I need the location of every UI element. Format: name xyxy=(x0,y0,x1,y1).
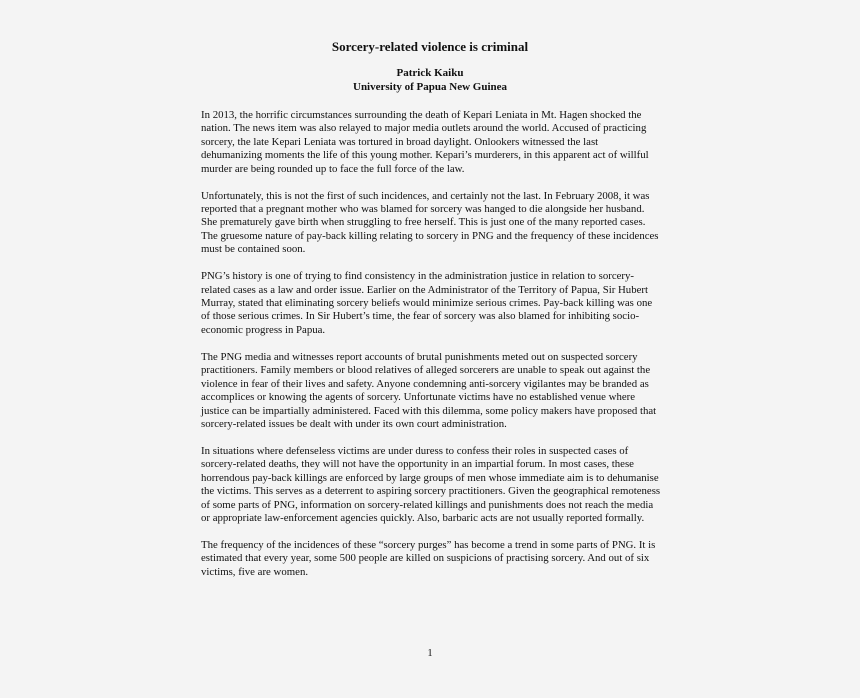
paragraph-2: Unfortunately, this is not the first of such incidences, and certainly not the last. In February 2008, it was reported that a pregnant mother who was blamed for sorcery was hanged to die alongside her husband. She prematurely gave birth when struggling to free herself. This is just one of the many reported cases. The gruesome nature of pay-back killing relating to sorcery in PNG and the frequency of these incidences must be contained soon. xyxy=(201,189,659,256)
page-number: 1 xyxy=(427,648,433,659)
paragraph-4: The PNG media and witnesses report accounts of brutal punishments meted out on suspected sorcery practitioners. Family members or blood relatives of alleged sorcerers are unable to speak out against the violence in fear of their lives and safety. Anyone condemning anti-sorcery vigilantes may be branded as accomplices or knowing the agents of sorcery. Unfortunate victims have no established venue where justice can be impartially administered. Faced with this dilemma, some policy makers have proposed that sorcery-related issues be dealt with under its own court administration. xyxy=(201,350,657,430)
author-name: Patrick Kaiku xyxy=(396,67,464,79)
paragraph-1: In 2013, the horrific circumstances surrounding the death of Kepari Leniata in Mt. Hagen shocked the nation. The news item was also relayed to major media outlets around the world. Accused of practicing sorcery, the late Kepari Leniata was tortured in broad daylight. Onlookers witnessed the last dehumanizing moments the life of this young mother. Kepari’s murderers, in this apparent act of willful murder are being rounded up to face the full force of the law. xyxy=(201,109,649,175)
paragraph-5: In situations where defenseless victims are under duress to confess their roles in suspected cases of sorcery-related deaths, they will not have the opportunity in an impartial forum. In most cases, these horrendous pay-back killings are enforced by large groups of men whose immediate aim is to dehumanise the victims. This serves as a deterrent to aspiring sorcery practitioners. Given the geographical remoteness of some parts of PNG, information on sorcery-related killings and punishments does not reach the media or appropriate law-enforcement agencies quickly. Also, barbaric acts are not usually reported formally. xyxy=(201,444,661,524)
paragraph-6: The frequency of the incidences of these “sorcery purges” has become a trend in some parts of PNG. It is estimated that every year, some 500 people are killed on suspicions of practising sorcery. And out of six victims, five are women. xyxy=(201,538,656,578)
paragraph-3: PNG’s history is one of trying to find consistency in the administration justice in relation to sorcery-related cases as a law and order issue. Earlier on the Administrator of the Territory of Papua, Sir Hubert Murray, stated that eliminating sorcery beliefs would minimize serious crimes. Pay-back killing was one of those serious crimes. In Sir Hubert’s time, the fear of sorcery was also blamed for inhibiting socio-economic progress in Papua. xyxy=(201,270,653,336)
author-block xyxy=(0,67,860,94)
document-body xyxy=(201,109,661,593)
author-affiliation: University of Papua New Guinea xyxy=(353,80,507,93)
document-title: Sorcery-related violence is criminal xyxy=(331,39,529,54)
